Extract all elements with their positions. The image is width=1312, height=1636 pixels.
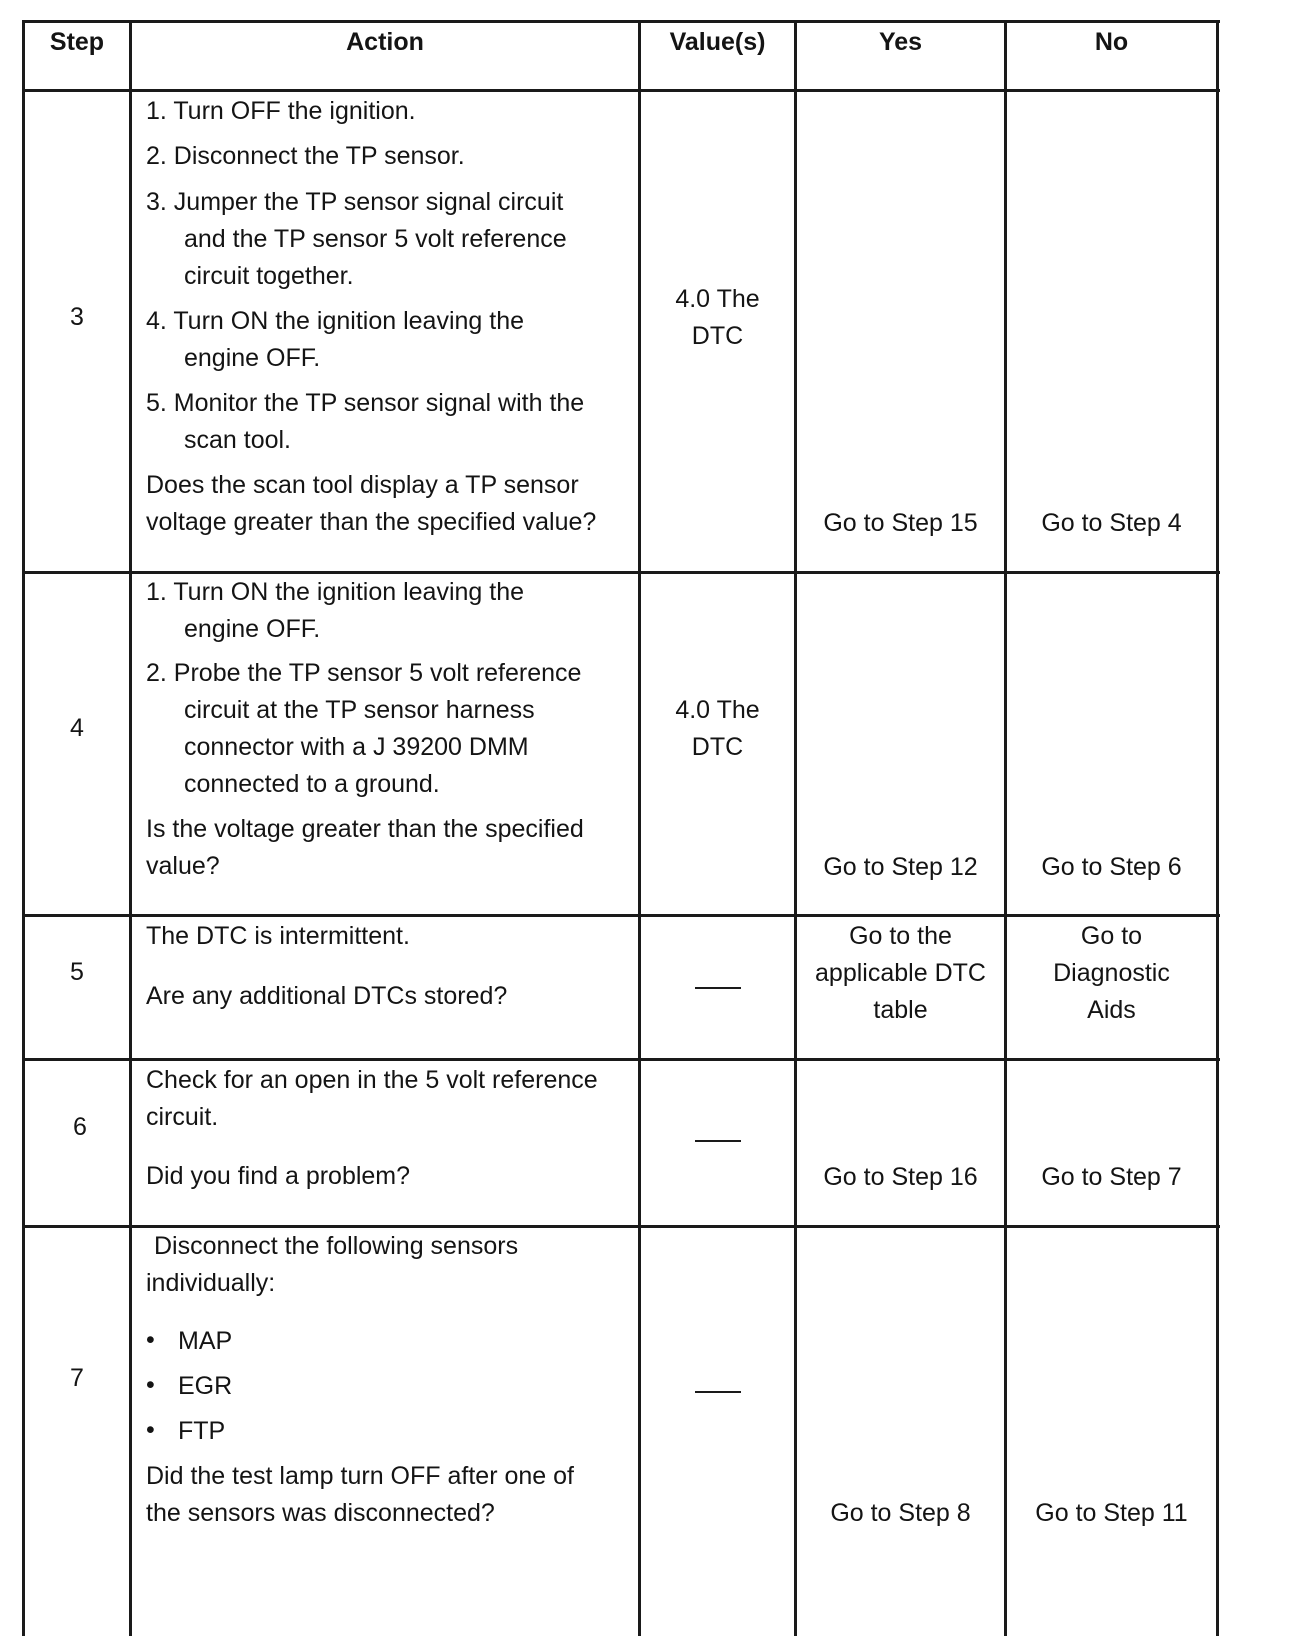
- action-line: Are any additional DTCs stored?: [146, 982, 508, 1010]
- step-number: 6: [73, 1113, 87, 1141]
- action-line: Is the voltage greater than the specified: [146, 815, 584, 843]
- header-yes: Yes: [878, 28, 923, 56]
- value-dash: [695, 1140, 741, 1142]
- action-line: scan tool.: [184, 426, 292, 454]
- value-dash: [695, 987, 741, 989]
- yes-outcome: Go to Step 16: [823, 1163, 978, 1191]
- action-line: Does the scan tool display a TP sensor: [146, 471, 579, 499]
- action-line: circuit together.: [184, 262, 354, 290]
- bullet-item: FTP: [178, 1417, 226, 1445]
- value-text: 4.0 The: [675, 696, 760, 724]
- action-line: 3. Jumper the TP sensor signal circuit: [146, 188, 564, 216]
- header-action: Action: [346, 28, 424, 56]
- action-line: Check for an open in the 5 volt reference: [146, 1066, 598, 1094]
- action-line: engine OFF.: [184, 344, 321, 372]
- table-rule: [22, 20, 1220, 23]
- table-rule: [22, 914, 1220, 917]
- action-line: connected to a ground.: [184, 770, 440, 798]
- action-line: connector with a J 39200 DMM: [184, 733, 529, 761]
- no-outcome: Go to Step 7: [1041, 1163, 1182, 1191]
- header-values: Value(s): [669, 28, 766, 56]
- action-line: Did you find a problem?: [146, 1162, 411, 1190]
- table-rule: [22, 1058, 1220, 1061]
- bullet-dot: •: [146, 1326, 155, 1354]
- no-outcome: Go to Step 4: [1041, 509, 1182, 537]
- action-line: voltage greater than the specified value?: [146, 508, 597, 536]
- table-rule: [1004, 20, 1007, 1636]
- action-line: 2. Disconnect the TP sensor.: [146, 142, 465, 170]
- bullet-item: MAP: [178, 1327, 233, 1355]
- yes-outcome: Go to Step 12: [823, 853, 978, 881]
- action-line: 1. Turn ON the ignition leaving the: [146, 578, 525, 606]
- table-rule: [794, 20, 797, 1636]
- table-rule: [1216, 20, 1219, 1636]
- action-line: value?: [146, 852, 220, 880]
- action-line: and the TP sensor 5 volt reference: [184, 225, 567, 253]
- header-no: No: [1094, 28, 1129, 56]
- action-line: Disconnect the following sensors: [154, 1232, 519, 1260]
- action-line: 2. Probe the TP sensor 5 volt reference: [146, 659, 582, 687]
- action-line: engine OFF.: [184, 615, 321, 643]
- step-number: 7: [70, 1364, 84, 1392]
- action-line: The DTC is intermittent.: [146, 922, 410, 950]
- no-outcome: Go to Step 11: [1035, 1499, 1188, 1527]
- action-line: Did the test lamp turn OFF after one of: [146, 1462, 574, 1490]
- table-rule: [22, 89, 1220, 92]
- table-rule: [638, 20, 641, 1636]
- bullet-item: EGR: [178, 1372, 233, 1400]
- yes-outcome-line: Go to the: [849, 922, 952, 950]
- action-line: circuit.: [146, 1103, 219, 1131]
- step-number: 4: [70, 714, 84, 742]
- value-dash: [695, 1391, 741, 1393]
- action-line: 4. Turn ON the ignition leaving the: [146, 307, 525, 335]
- action-line: individually:: [146, 1269, 276, 1297]
- action-line: circuit at the TP sensor harness: [184, 696, 535, 724]
- no-outcome-line: Diagnostic: [1053, 959, 1170, 987]
- no-outcome: Go to Step 6: [1041, 853, 1182, 881]
- value-text: DTC: [691, 733, 744, 761]
- bullet-dot: •: [146, 1371, 155, 1399]
- no-outcome-line: Aids: [1087, 996, 1136, 1024]
- header-step: Step: [49, 28, 105, 56]
- yes-outcome-line: applicable DTC: [815, 959, 986, 987]
- yes-outcome-line: table: [873, 996, 928, 1024]
- action-line: 1. Turn OFF the ignition.: [146, 97, 416, 125]
- action-line: 5. Monitor the TP sensor signal with the: [146, 389, 585, 417]
- action-line: the sensors was disconnected?: [146, 1499, 495, 1527]
- step-number: 3: [70, 303, 84, 331]
- yes-outcome: Go to Step 15: [823, 509, 978, 537]
- yes-outcome: Go to Step 8: [830, 1499, 971, 1527]
- bullet-dot: •: [146, 1416, 155, 1444]
- value-text: DTC: [691, 322, 744, 350]
- table-rule: [129, 20, 132, 1636]
- value-text: 4.0 The: [675, 285, 760, 313]
- step-number: 5: [70, 958, 84, 986]
- no-outcome-line: Go to: [1080, 922, 1143, 950]
